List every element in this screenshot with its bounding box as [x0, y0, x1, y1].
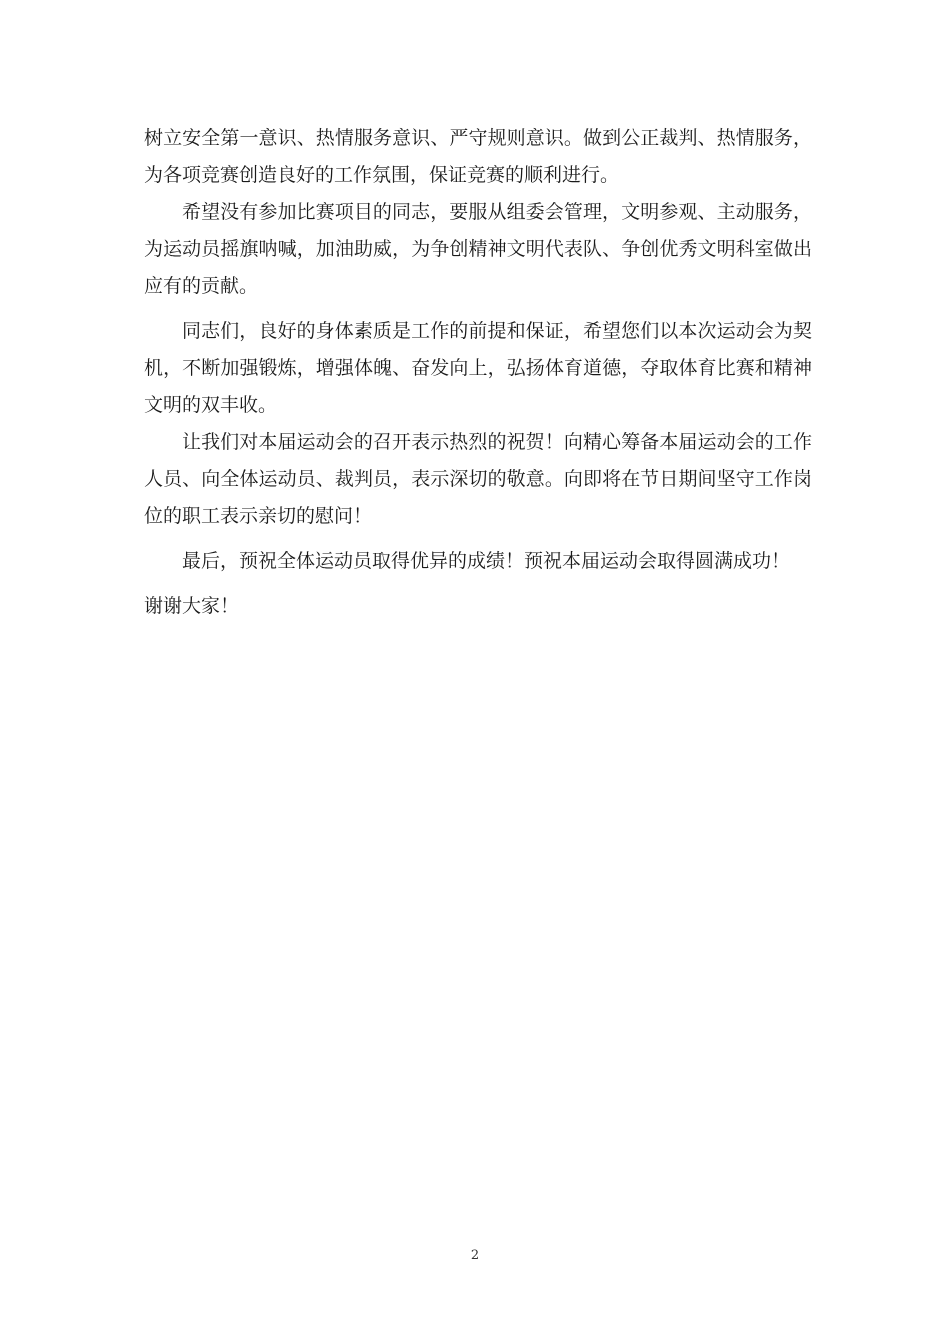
page-number: 2	[470, 1248, 480, 1263]
document-body	[144, 120, 812, 625]
paragraph-thanks: 谢谢大家！	[144, 595, 240, 617]
paragraph-continuation: 树立安全第一意识、热情服务意识、严守规则意识。做到公正裁判、热情服务，为各项竞赛创造良好的工作氛围，保证竞赛的顺利进行。	[144, 127, 812, 186]
paragraph-fitness: 同志们，良好的身体素质是工作的前提和保证，希望您们以本次运动会为契机，不断加强锻炼，增强体魄、奋发向上，弘扬体育道德，夺取体育比赛和精神文明的双丰收。	[144, 320, 812, 416]
paragraph-spectators: 希望没有参加比赛项目的同志，要服从组委会管理，文明参观、主动服务，为运动员摇旗呐喊，加油助威，为争创精神文明代表队、争创优秀文明科室做出应有的贡献。	[144, 201, 812, 297]
paragraph-wishes: 最后，预祝全体运动员取得优异的成绩！预祝本届运动会取得圆满成功！	[182, 550, 791, 572]
paragraph-congratulations: 让我们对本届运动会的召开表示热烈的祝贺！向精心筹备本届运动会的工作人员、向全体运动员、裁判员，表示深切的敬意。向即将在节日期间坚守工作岗位的职工表示亲切的慰问！	[144, 431, 812, 527]
